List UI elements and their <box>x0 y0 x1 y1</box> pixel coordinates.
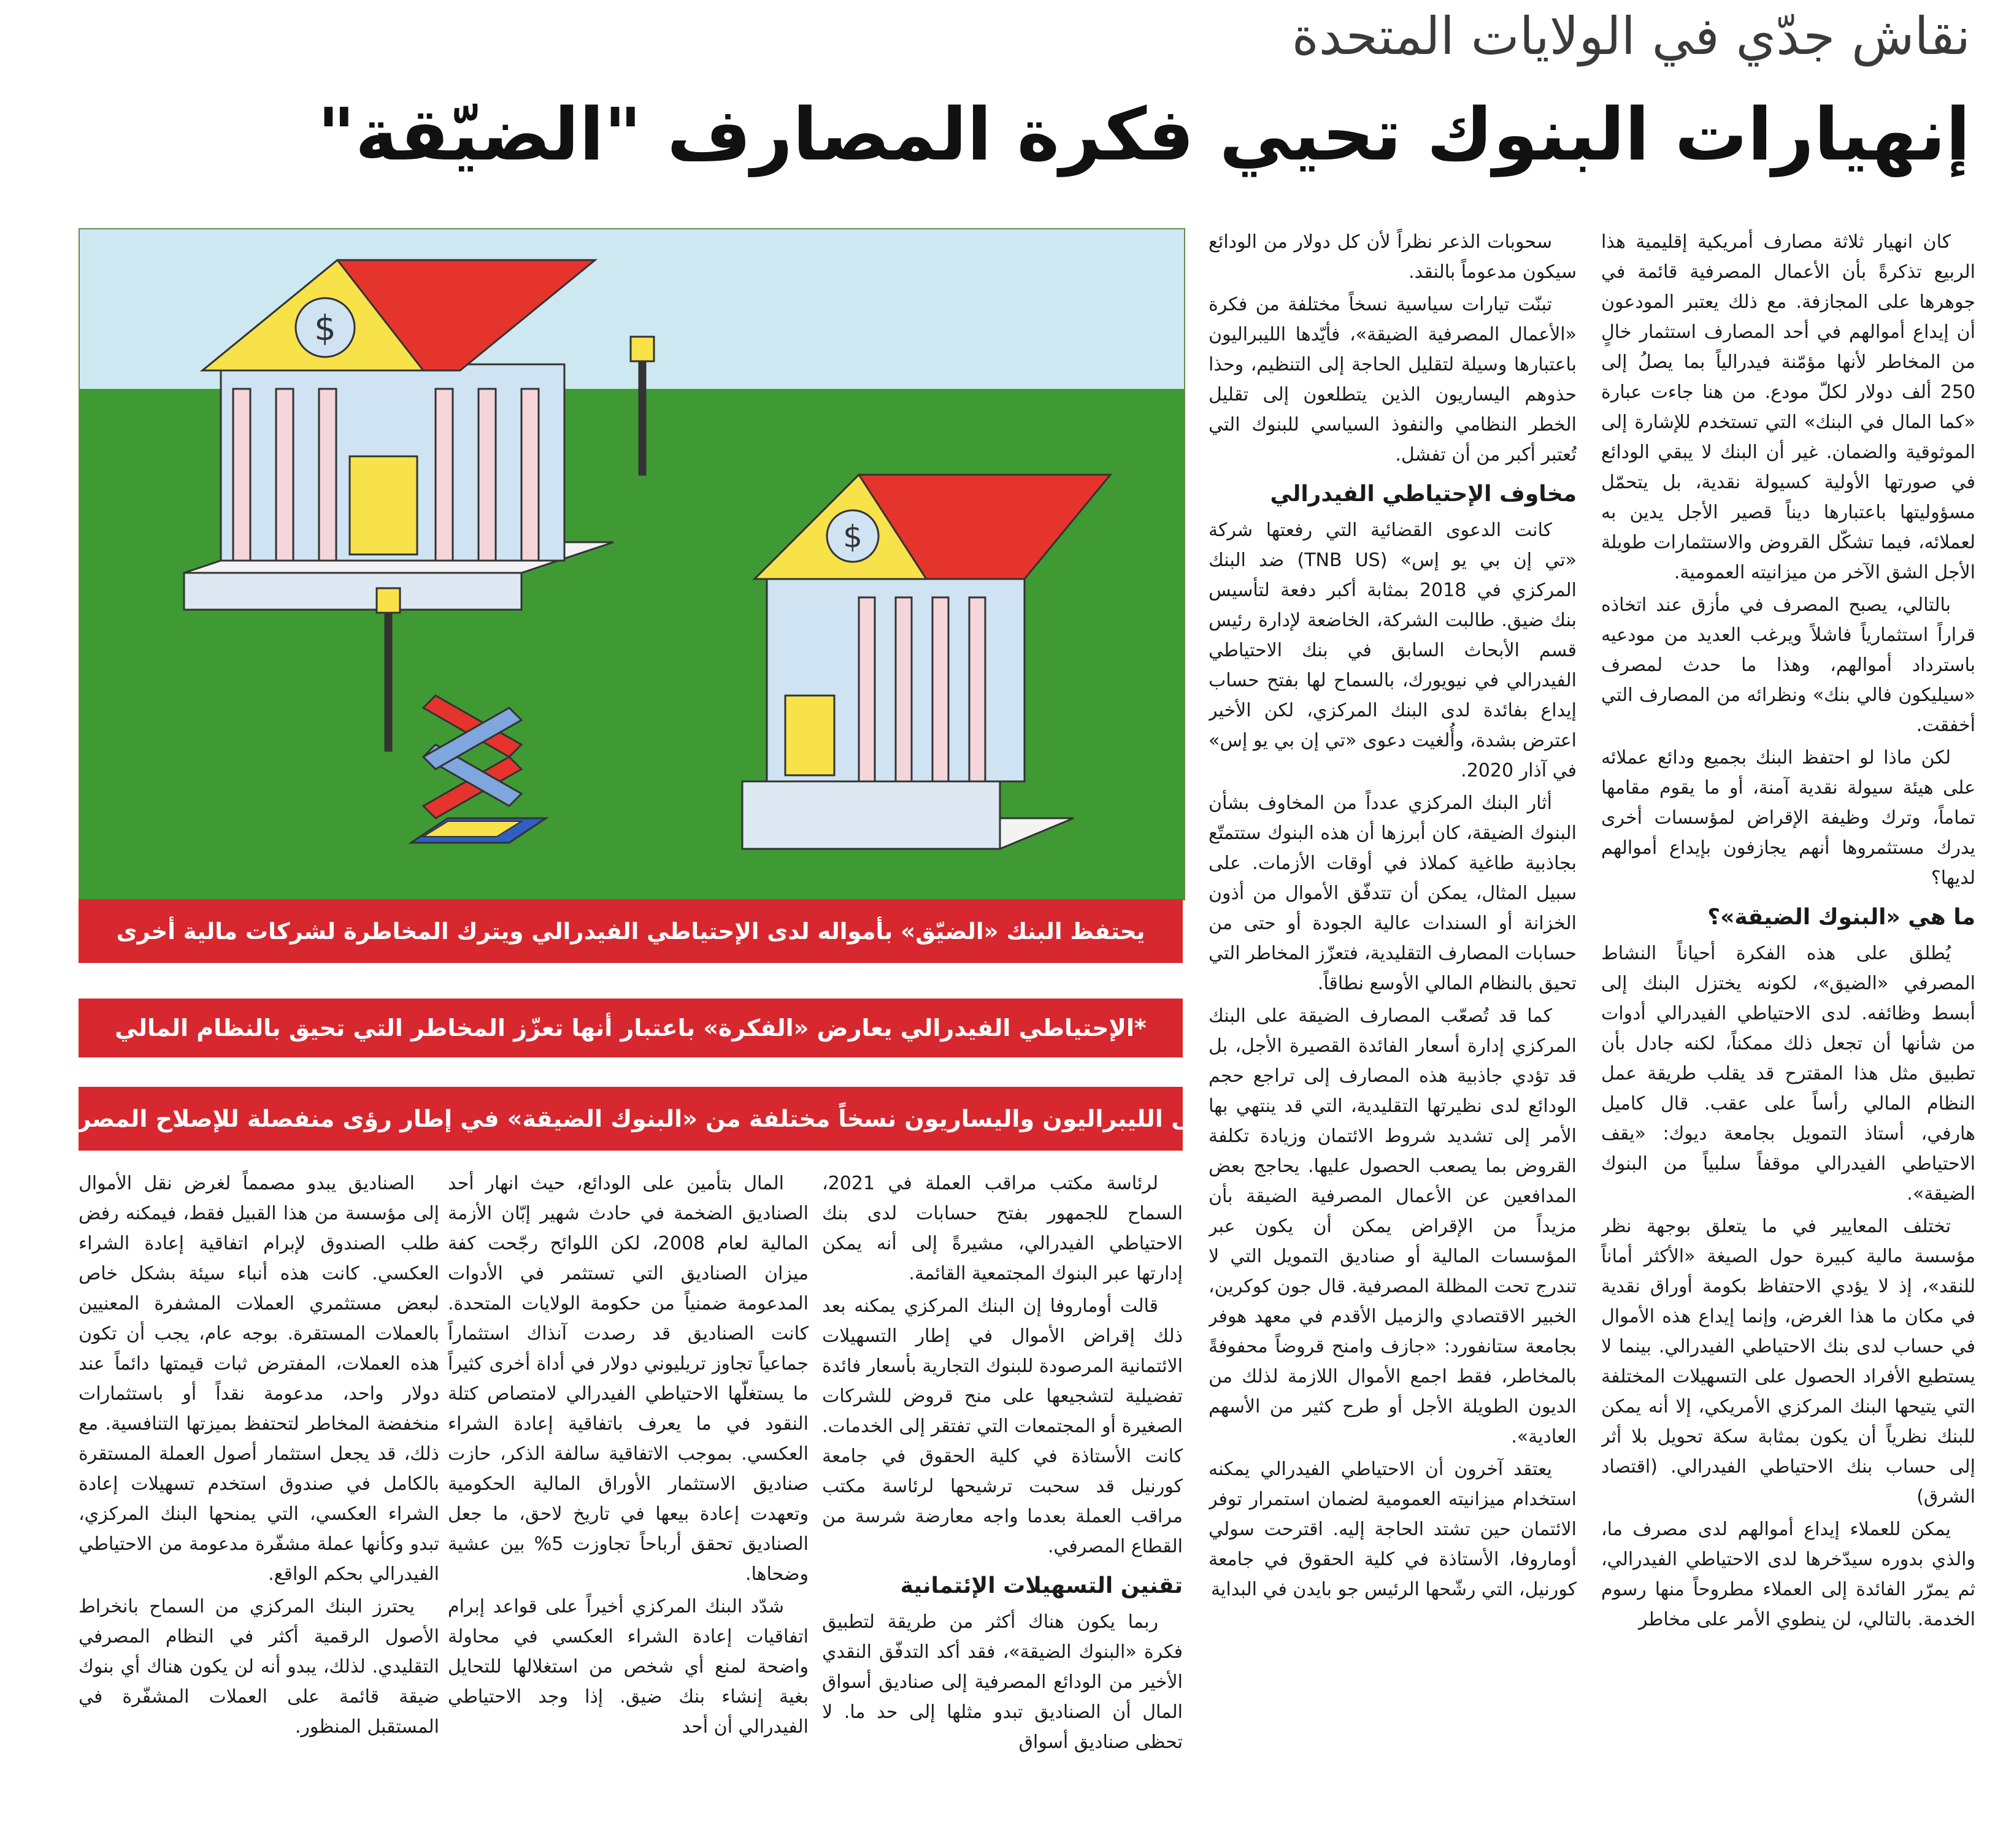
paragraph: قالت أوماروفا إن البنك المركزي يمكنه بعد ذلك إقراض الأموال في إطار التسهيلات الائتمانية المرصودة للبنوك التجارية بأسعار فائدة تفضيلية لتشجيعها على منح قروض للشركات الصغيرة أو المجتمعات التي تفتقر إلى الخدمات. كانت الأستاذة في كلية الحقوق في جامعة كورنيل قد سحبت ترشيحها لرئاسة مكتب مراقب العملة بعدما واجه معارضة شرسة من القطاع المصرفي. <box>822 1295 1183 1557</box>
paragraph: المال بتأمين على الودائع، حيث انهار أحد الصناديق الضخمة في حادث شهير إبّان الأزمة المالية لعام 2008، لكن اللوائح رجّحت كفة ميزان الصناديق التي تستثمر في الأدوات المدعومة ضمنياً من حكومة الولايات المتحدة. كانت الصناديق قد رصدت آنذاك استثماراً جماعياً تجاوز تريليوني دولار في أداة أخرى كثيراً ما يستغلّها الاحتياطي الفيدرالي لامتصاص كتلة النقود في ما يعرف باتفاقية إعادة الشراء العكسي. بموجب الاتفاقية سالفة الذكر، حازت صناديق الاستثمار الأوراق المالية الحكومية وتعهدت إعادة بيعها في تاريخ لاحق، ما جعل الصناديق تحقق أرباحاً تجاوزت 5% بين عشية وضحاها. <box>448 1173 809 1585</box>
text-column-1 <box>1601 227 1975 1840</box>
illustration <box>79 228 1185 900</box>
banks-illustration-svg <box>80 229 1184 899</box>
kicker: نقاش جدّي في الولايات المتحدة <box>1291 6 1970 66</box>
illustration-caption: يحتفظ البنك «الضيّق» بأمواله لدى الإحتياطي الفيدرالي ويترك المخاطرة لشركات مالية أخرى <box>79 899 1183 963</box>
paragraph: بالتالي، يصبح المصرف في مأزق عند اتخاذه قراراً استثمارياً فاشلاً ويرغب العديد من مودعيه باسترداد أموالهم، وهذا ما حدث لمصرف «سيليكون فالي بنك» ونظرائه من المصارف التي أخفقت. <box>1601 594 1975 736</box>
paragraph: تبنّت تيارات سياسية نسخاً مختلفة من فكرة «الأعمال المصرفية الضيقة»، فأيّدها الليبراليون باعتبارها وسيلة لتقليل الحاجة إلى التنظيم، وحذا حذوهم اليساريون الذين يتطلعون إلى تقليل الخطر النظامي والنفوذ السياسي للبنوك التي تُعتبر أكبر من أن تفشل. <box>1209 294 1577 466</box>
paragraph: لكن ماذا لو احتفظ البنك بجميع ودائع عملائه على هيئة سيولة نقدية آمنة، أو ما يقوم مقامها تماماً، وترك وظيفة الإقراض لمؤسسات أخرى يدرك مستثمروها أنهم يجازفون بإيداع أموالهم لديها؟ <box>1601 747 1975 889</box>
paragraph: كانت الدعوى القضائية التي رفعتها شركة «تي إن بي يو إس» (TNB US) ضد البنك المركزي في 2018 بمثابة أكبر دفعة لتأسيس بنك ضيق. طالبت الشركة، الخاضعة لإدارة رئيس قسم الأبحاث السابق في بنك الاحتياطي الفيدرالي في نيويورك، بالسماح لها بفتح حساب إيداع بفائدة لدى البنك المركزي، لكن الأخير اعترض بشدة، وأُلغيت دعوى «تي إن بي يو إس» في آذار 2020. <box>1209 520 1577 781</box>
paragraph: تختلف المعايير في ما يتعلق بوجهة نظر مؤسسة مالية كبيرة حول الصيغة «الأكثر أماناً للنقد»، إذ لا يؤدي الاحتفاظ بكومة أوراق نقدية في مكان ما هذا الغرض، وإنما إيداع هذه الأموال في حساب لدى بنك الاحتياطي الفيدرالي. بينما لا يستطيع الأفراد الحصول على التسهيلات المختلفة التي يتيحها البنك المركزي الأمريكي، إلا أنه يمكن للبنك نظرياً أن يكون بمثابة سكة تحويل بلا أثر إلى حساب بنك الاحتياطي الفيدرالي. (اقتصاد الشرق) <box>1601 1216 1975 1508</box>
text-column-4 <box>448 1168 809 1840</box>
paragraph: الصناديق يبدو مصمماً لغرض نقل الأموال إلى مؤسسة من هذا القبيل فقط، فيمكنه رفض طلب الصندوق لإبرام اتفاقية إعادة الشراء العكسي. كانت هذه أنباء سيئة بشكل خاص لبعض مستثمري العملات المشفرة المعنيين بالعملات المستقرة. بوجه عام، يجب أن تكون هذه العملات، المفترض ثبات قيمتها دائماً عند دولار واحد، مدعومة نقداً أو باستثمارات منخفضة المخاطر لتحتفظ بميزتها التنافسية. مع ذلك، قد يجعل استثمار أصول العملة المستقرة بالكامل في صندوق استخدم تسهيلات إعادة الشراء العكسي، التي يمنحها البنك المركزي، تبدو وكأنها عملة مشفّرة مدعومة من الاحتياطي الفيدرالي بحكم الواقع. <box>79 1173 439 1585</box>
paragraph: شدّد البنك المركزي أخيراً على قواعد إبرام اتفاقيات إعادة الشراء العكسي في محاولة واضحة لمنع أي شخص من استغلالها للتحايل بغية إنشاء بنك ضيق. إذا وجد الاحتياطي الفيدرالي أن أحد <box>448 1596 809 1738</box>
section-heading: ما هي «البنوك الضيقة»؟ <box>1707 905 1975 930</box>
text-column-3 <box>822 1168 1183 1840</box>
paragraph: كما قد تُصعّب المصارف الضيقة على البنك المركزي إدارة أسعار الفائدة القصيرة الأجل، بل قد تؤدي جاذبية هذه المصارف إلى تراجع حجم الودائع لدى نظيرتها التقليدية، التي قد ينتهي بها الأمر إلى تشديد شروط الائتمان وزيادة تكلفة القروض بما يصعب الحصول عليها. يحاجج بعض المدافعين عن الأعمال المصرفية الضيقة بأن مزيداً من الإقراض يمكن أن يكون عبر المؤسسات المالية أو صناديق التمويل التي لا تندرج تحت المظلة المصرفية. قال جون كوكرين، الخبير الاقتصادي والزميل الأقدم في معهد هوفر بجامعة ستانفورد: «جازف وامنح قروضاً محفوفةً بالمخاطر، فقط اجمع الأموال اللازمة لذلك من الديون الطويلة الأجل أو طرح كثير من الأسهم العادية». <box>1209 1005 1577 1447</box>
section-heading: تقنين التسهيلات الإئتمانية <box>900 1573 1183 1598</box>
text-column-5 <box>79 1168 439 1840</box>
paragraph: كان انهيار ثلاثة مصارف أمريكية إقليمية هذا الربيع تذكرةً بأن الأعمال المصرفية قائمة في جوهرها على المجازفة. مع ذلك يعتبر المودعون أن إيداع أموالهم في أحد المصارف استثمار خالٍ من المخاطر لأنها مؤمّنة فيدرالياً بما يصلُ إلى 250 ألف دولار لكلّ مودع. من هنا جاءت عبارة «كما المال في البنك» التي تستخدم للإشارة إلى الموثوقية والضمان. غير أن البنك لا يبقي الودائع في صورتها الأولية كسيولة نقدية، بل يتحمّل مسؤوليتها باعتبارها ديناً قصير الأجل يدين به لعملائه، فيما تشكّل القروض والاستثمارات طويلة الأجل الشق الآخر من ميزانيته العمومية. <box>1601 231 1975 583</box>
text-column-2 <box>1209 227 1577 1840</box>
paragraph: ربما يكون هناك أكثر من طريقة لتطبيق فكرة «البنوك الضيقة»، فقد أكد التدفّق النقدي الأخير من الودائع المصرفية إلى صناديق أسواق المال أن الصناديق تبدو مثلها إلى حد ما. لا تحظى صناديق أسواق <box>822 1611 1183 1753</box>
svg-text:$: $ <box>314 309 336 348</box>
section-heading: مخاوف الإحتياطي الفيدرالي <box>1270 481 1577 507</box>
paragraph: يحترز البنك المركزي من السماح بانخراط الأصول الرقمية أكثر في النظام المصرفي التقليدي. لذلك، يبدو أنه لن يكون هناك أي بنوك ضيقة قائمة على العملات المشفّرة في المستقبل المنظور. <box>79 1596 439 1738</box>
paragraph: لرئاسة مكتب مراقب العملة في 2021، السماح للجمهور بفتح حسابات لدى بنك الاحتياطي الفيدرالي، مشيرةً إلى أنه يمكن إدارتها عبر البنوك المجتمعية القائمة. <box>822 1173 1183 1284</box>
paragraph: يُطلق على هذه الفكرة أحياناً النشاط المصرفي «الضيق»، لكونه يختزل البنك إلى أبسط وظائفه. لدى الاحتياطي الفيدرالي أدوات من شأنها أن تجعل ذلك ممكناً، لكنه جادل بأن تطبيق مثل هذا المقترح قد يقلب طريقة عمل النظام المالي رأساً على عقب. قال كاميل هارفي، أستاذ التمويل بجامعة ديوك: «يقف الاحتياطي الفيدرالي موقفاً سلبياً من البنوك الضيقة». <box>1601 943 1975 1205</box>
paragraph: يمكن للعملاء إيداع أموالهم لدى مصرف ما، والذي بدوره سيدّخرها لدى الاحتياطي الفيدرالي، ثم يمرّر الفائدة إلى العملاء مطروحاً منها رسوم الخدمة. بالتالي، لن ينطوي الأمر على مخاطر <box>1601 1519 1975 1630</box>
svg-text:$: $ <box>843 519 863 554</box>
paragraph: يعتقد آخرون أن الاحتياطي الفيدرالي يمكنه استخدام ميزانيته العمومية لضمان استمرار توفر الائتمان حين تشتد الحاجة إليه. اقترحت سولي أوماروفا، الأستاذة في كلية الحقوق في جامعة كورنيل، التي رشّحها الرئيس جو بايدن في البداية <box>1209 1459 1577 1600</box>
summary-callout: تبنّى الليبراليون واليساريون نسخاً مختلفة من «البنوك الضيقة» في إطار رؤى منفصلة للإصلاح المصرفي <box>79 1087 1183 1151</box>
paragraph: سحوبات الذعر نظراً لأن كل دولار من الودائع سيكون مدعوماً بالنقد. <box>1209 231 1577 283</box>
quote-callout: *الإحتياطي الفيدرالي يعارض «الفكرة» باعتبار أنها تعزّز المخاطر التي تحيق بالنظام المالي <box>79 999 1183 1057</box>
paragraph: أثار البنك المركزي عدداً من المخاوف بشأن البنوك الضيقة، كان أبرزها أن هذه البنوك ستتمتّع بجاذبية طاغية كملاذ في أوقات الأزمات. على سبيل المثال، يمكن أن تتدفّق الأموال من أذون الخزانة أو السندات عالية الجودة أو حتى من حسابات المصارف التقليدية، فتعزّز المخاطر التي تحيق بالنظام المالي الأوسع نطاقاً. <box>1209 792 1577 994</box>
headline: إنهيارات البنوك تحيي فكرة المصارف "الضيّقة" <box>317 92 1970 177</box>
